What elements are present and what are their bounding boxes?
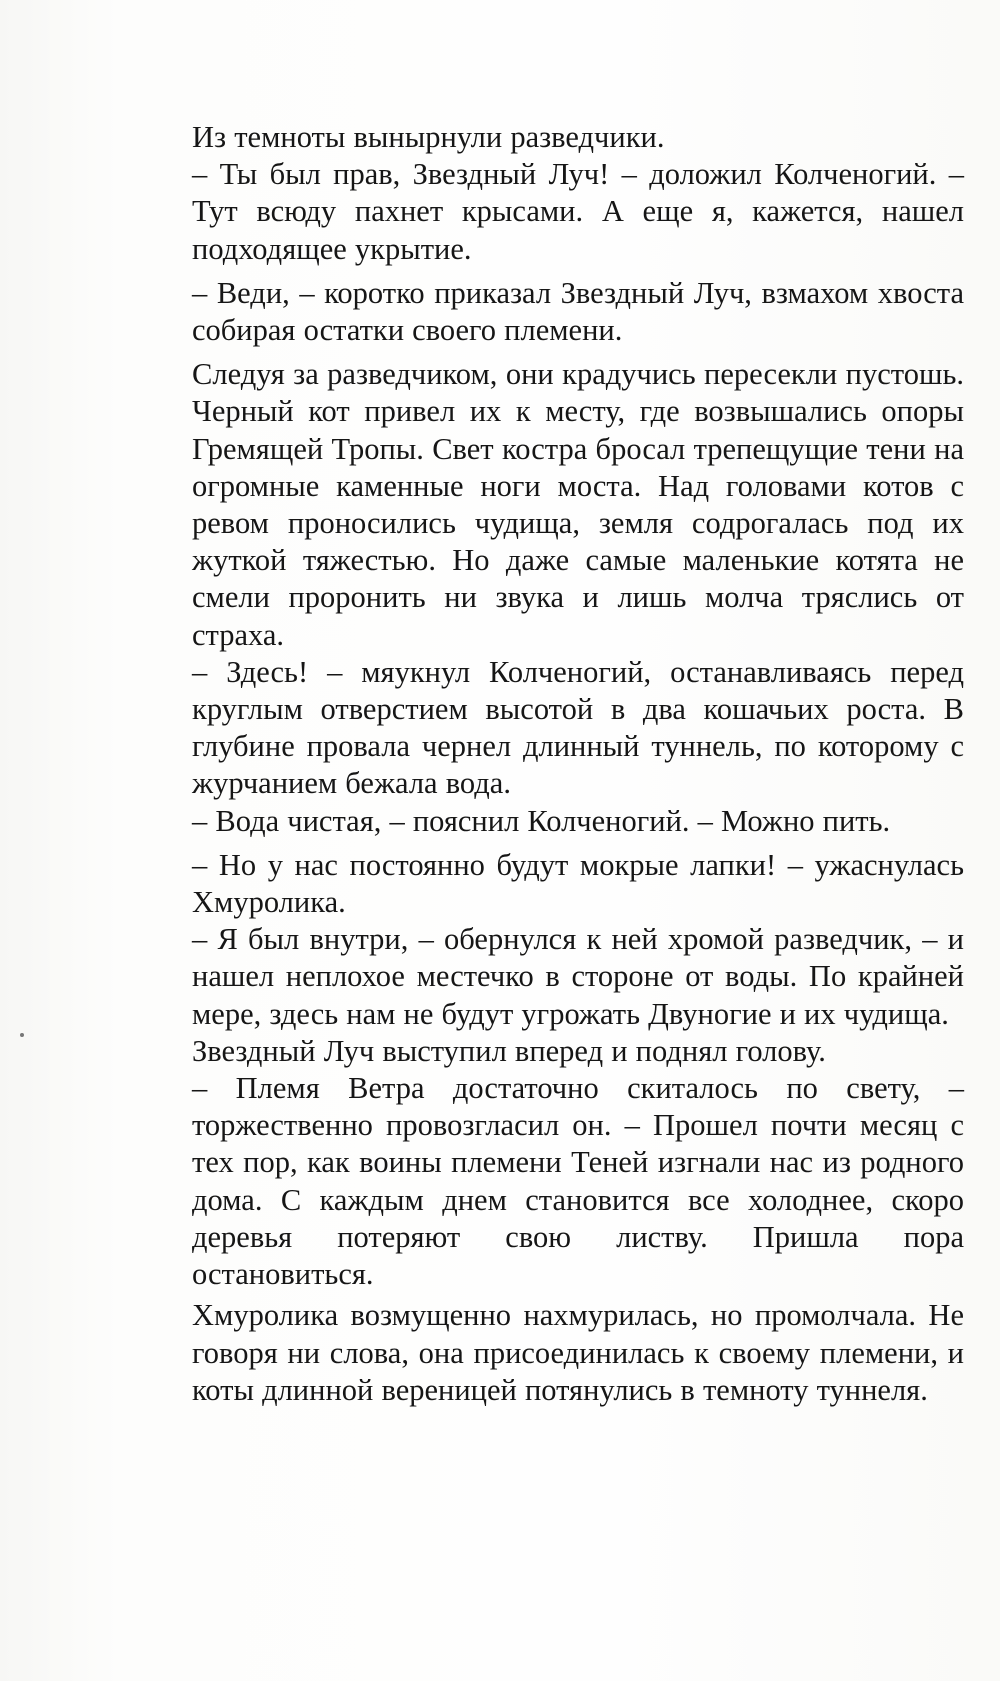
paragraph-7: – Но у нас постоянно будут мокрые лапки! – ужаснулась Хмуролика. bbox=[192, 847, 964, 920]
paragraph-4: Следуя за разведчиком, они крадучись пересекли пустошь. Черный кот привел их к месту, где возвышались опоры Гремящей Тропы. Свет костра бросал трепещущие тени на огромные каменные ноги моста. Над головами котов с ревом проносились чудища, земля содрогалась под их жуткой тяжестью. Но даже самые маленькие котята не смели проронить ни звука и лишь молча тряслись от страха. bbox=[192, 357, 964, 652]
paragraph-8: – Я был внутри, – обернулся к ней хромой разведчик, – и нашел неплохое местечко в стороне от воды. По крайней мере, здесь нам не будут угрожать Двуногие и их чудища. bbox=[192, 922, 964, 1031]
paragraph-5: – Здесь! – мяукнул Колченогий, останавливаясь перед круглым отверстием высотой в два кошачьих роста. В глубине провала чернел длинный туннель, по которому с журчанием бежала вода. bbox=[192, 654, 964, 801]
paragraph-9: Звездный Луч выступил вперед и поднял голову. bbox=[192, 1033, 826, 1068]
paragraph-1: Из темноты вынырнули разведчики. bbox=[192, 120, 665, 154]
paragraph-6: – Вода чистая, – пояснил Колченогий. – Можно пить. bbox=[192, 803, 891, 838]
paragraph-10: – Племя Ветра достаточно скиталось по свету, – торжественно провозгласил он. – Прошел почти месяц с тех пор, как воины племени Теней изгнали нас из родного дома. С каждым днем становится все холоднее, скоро деревья потеряют свою листву. Пришла пора остановиться. bbox=[192, 1071, 964, 1292]
paragraph-11: Хмуролика возмущенно нахмурилась, но промолчала. Не говоря ни слова, она присоединилась к своему племени, и коты длинной вереницей потянулись в темноту туннеля. bbox=[192, 1298, 964, 1407]
page-text bbox=[192, 119, 964, 1409]
paragraph-3: – Веди, – коротко приказал Звездный Луч, взмахом хвоста собирая остатки своего племени. bbox=[192, 275, 964, 348]
paragraph-2: – Ты был прав, Звездный Луч! – доложил Колченогий. – Тут всюду пахнет крысами. А еще я, кажется, нашел подходящее укрытие. bbox=[192, 157, 964, 266]
paper-speck bbox=[20, 1033, 24, 1037]
